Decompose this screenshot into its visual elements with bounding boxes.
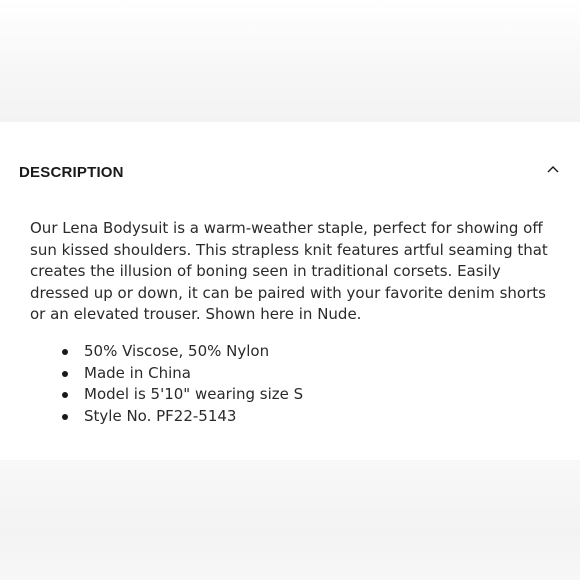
chevron-up-icon[interactable] bbox=[546, 163, 560, 175]
bullet-icon bbox=[62, 371, 68, 377]
list-item bbox=[30, 363, 530, 385]
list-item bbox=[30, 341, 530, 363]
list-item-text: 50% Viscose, 50% Nylon bbox=[84, 342, 270, 360]
bullet-icon bbox=[62, 414, 68, 420]
details-list bbox=[30, 341, 530, 427]
background-bottom bbox=[0, 460, 580, 580]
bullet-icon bbox=[62, 349, 68, 355]
list-item bbox=[30, 384, 530, 406]
list-item bbox=[30, 406, 530, 428]
list-item-text: Made in China bbox=[84, 363, 191, 382]
list-item-text: Style No. PF22-5143 bbox=[84, 406, 237, 425]
bullet-icon bbox=[62, 392, 68, 398]
description-accordion-header[interactable] bbox=[19, 162, 565, 186]
background-top bbox=[0, 0, 580, 122]
description-text: Our Lena Bodysuit is a warm-weather staple, perfect for showing off sun kissed shoulders. This strapless knit features artful seaming that creates the illusion of boning seen in traditional corsets. Easily dressed up or down, it can be paired with your favorite denim shorts or an elevated trouser. Shown here in Nude. bbox=[30, 219, 548, 323]
description-panel bbox=[0, 122, 580, 460]
list-item-text: Model is 5'10" wearing size S bbox=[84, 385, 304, 403]
section-title: DESCRIPTION bbox=[19, 164, 124, 181]
